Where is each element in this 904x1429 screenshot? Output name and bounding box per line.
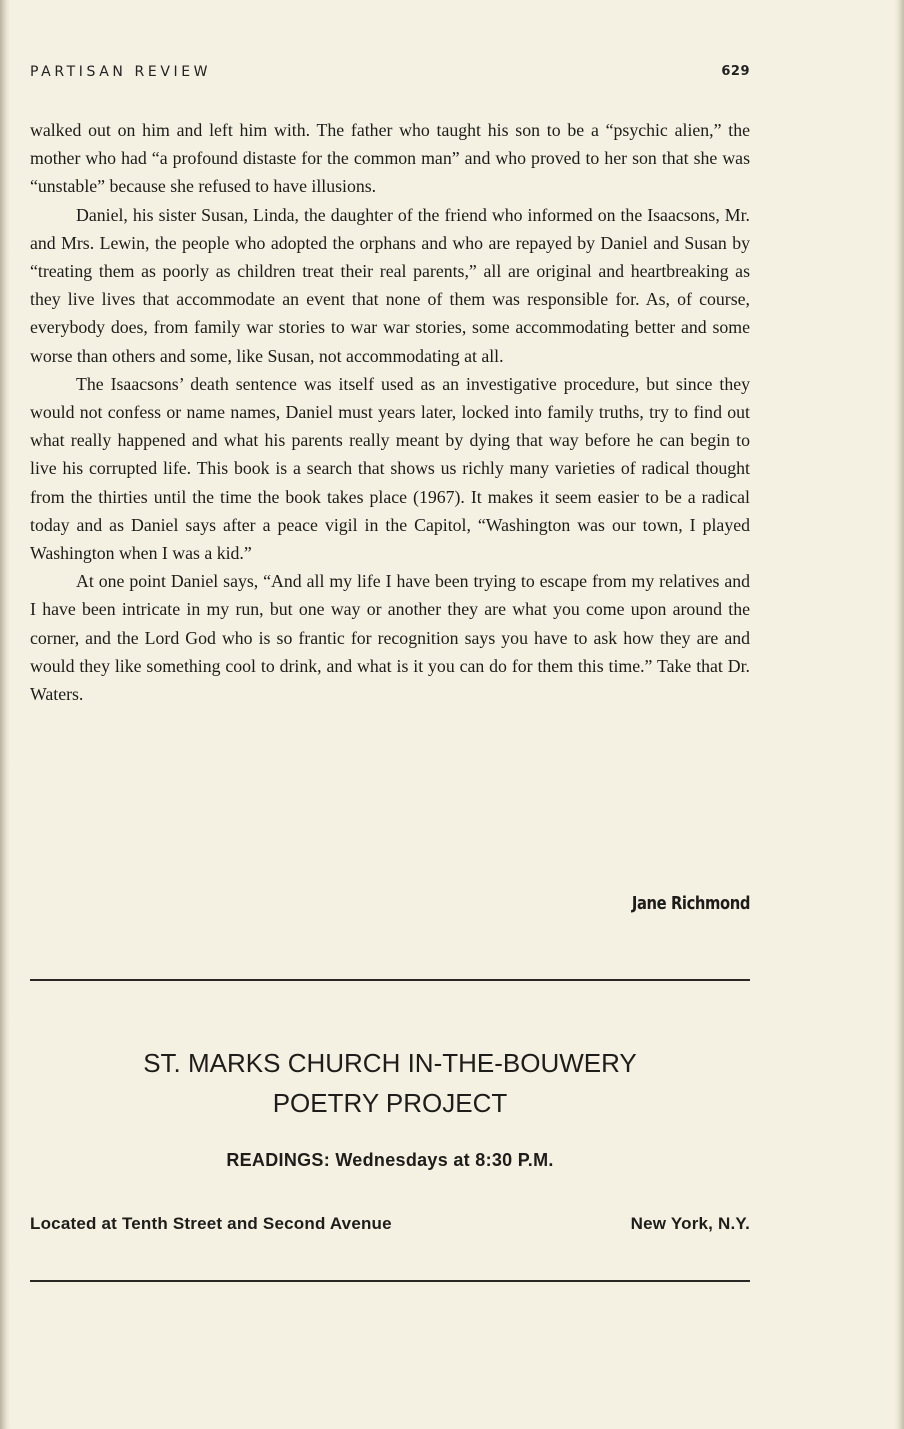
review-paragraph-1: walked out on him and left him with. The father who taught his son to be a “psychic alien,” the mother who had “a profound distaste for the common man” and who proved to her son that she was “unstable” because she refused to have illusions.: [30, 120, 750, 197]
running-head: [30, 64, 750, 86]
review-author: Jane Richmond: [631, 893, 750, 914]
divider-top: [30, 979, 750, 981]
page-edge-right: [894, 0, 904, 1429]
page-edge-left: [0, 0, 10, 1429]
ad-location: [30, 1214, 750, 1238]
ad-title-line-1: ST. MARKS CHURCH IN-THE-BOUWERY: [143, 1048, 637, 1078]
ad-title-line-2: POETRY PROJECT: [272, 1088, 508, 1118]
ad-title: [30, 1043, 750, 1123]
review-paragraph-2: Daniel, his sister Susan, Linda, the daughter of the friend who informed on the Isaacsons, Mr. and Mrs. Lewin, the people who adopted the orphans and who are repayed by Daniel and Susan by “treating them as poorly as children treat their real parents,” all are original and heartbreaking as they live lives that accommodate an event that none of them was responsible for. As, of course, everybody does, from family war stories to war war stories, some accommodating better and some worse than others and some, like Susan, not accommodating at all.: [30, 204, 750, 366]
review-body: [30, 116, 750, 708]
journal-title: PARTISAN REVIEW: [30, 64, 212, 80]
ad-city: New York, N.Y.: [630, 1214, 750, 1233]
ad-readings: READINGS: Wednesdays at 8:30 P.M.: [226, 1150, 554, 1170]
page-number: 629: [721, 64, 750, 79]
review-paragraph-4: At one point Daniel says, “And all my life I have been trying to escape from my relatives and I have been intricate in my run, but one way or another they are what you come upon around the corner, and the Lord God who is so frantic for recognition says you have to ask how they are and would they like something cool to drink, and what is it you can do for them this time.” Take that Dr. Waters.: [30, 571, 750, 705]
divider-bottom: [30, 1280, 750, 1282]
review-paragraph-3: The Isaacsons’ death sentence was itself used as an investigative procedure, but since they would not confess or name names, Daniel must years later, locked into family truths, try to find out what really happened and what his parents really meant by dying that way before he can begin to live his corrupted life. This book is a search that shows us richly many varieties of radical thought from the thirties until the time the book takes place (1967). It makes it seem easier to be a radical today and as Daniel says after a peace vigil in the Capitol, “Washington was our town, I played Washington when I was a kid.”: [30, 373, 750, 564]
ad-address: Located at Tenth Street and Second Avenue: [30, 1214, 392, 1233]
